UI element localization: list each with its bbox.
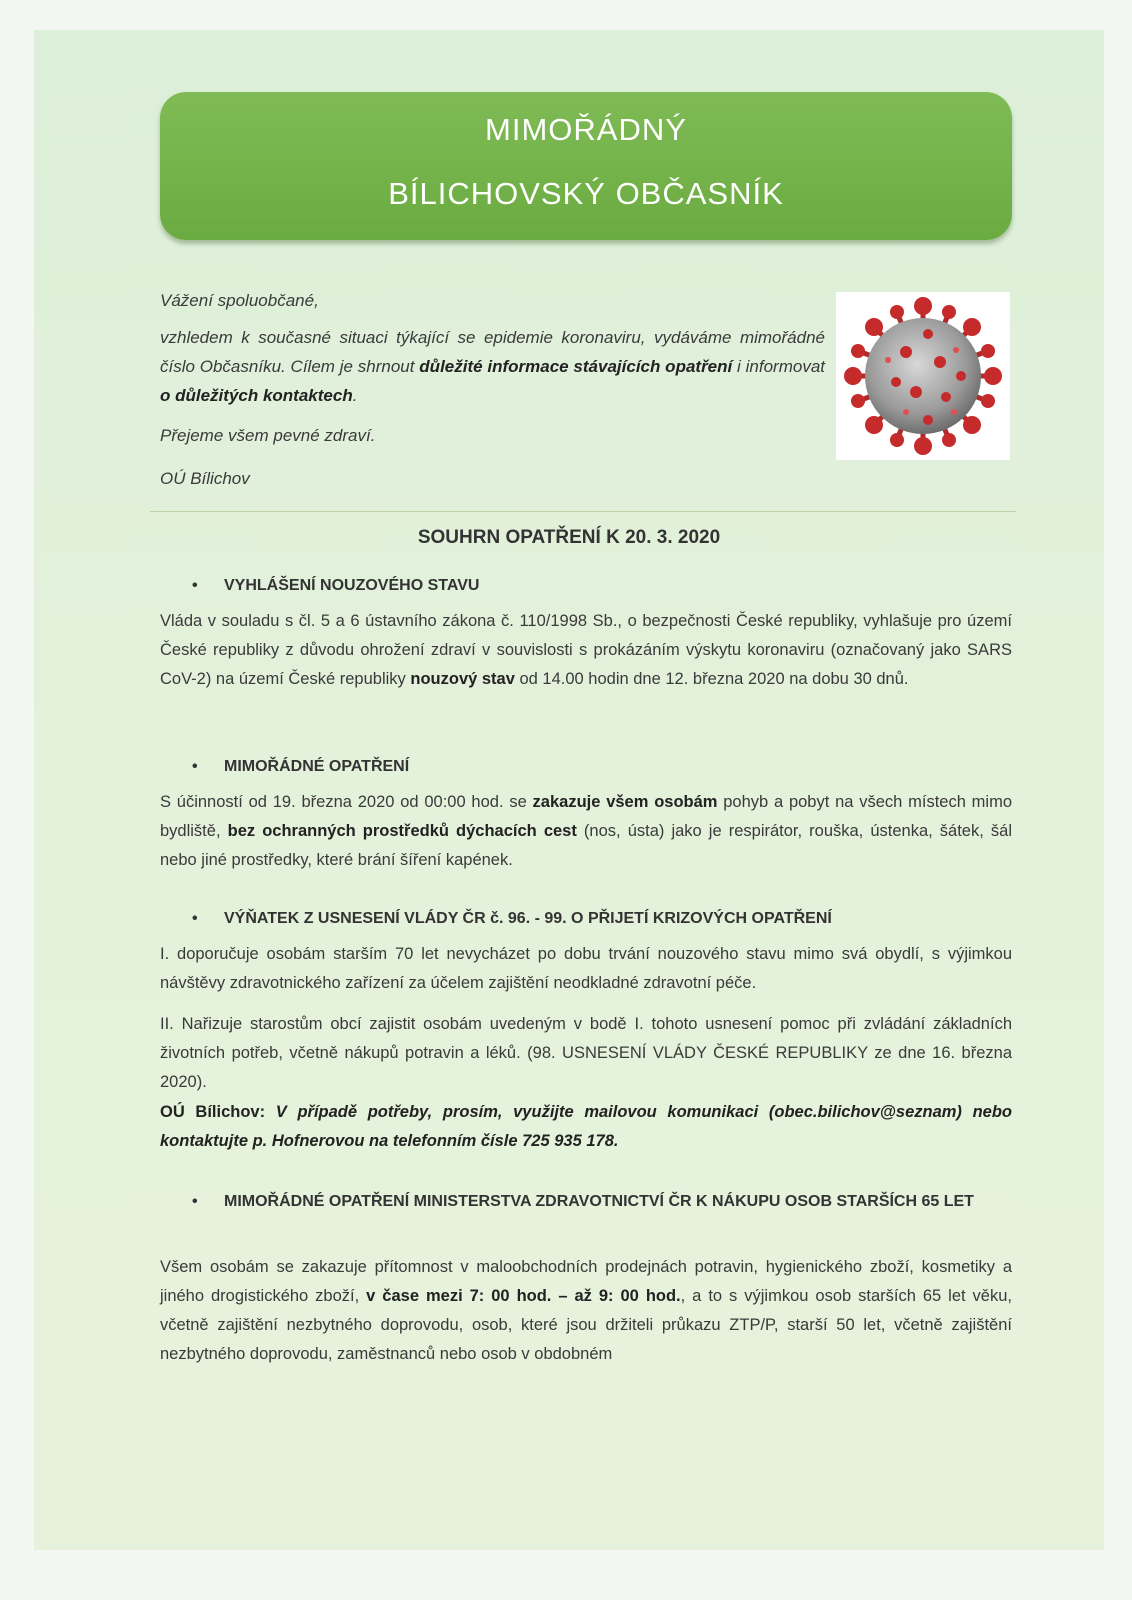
banner-title-line2: BÍLICHOVSKÝ OBČASNÍK	[388, 176, 784, 211]
section-title-extraordinary: • MIMOŘÁDNÉ OPATŘENÍ	[192, 758, 410, 775]
resolution-point-2: II. Nařizuje starostům obcí zajistit osobám uvedeným v bodě I. tohoto usnesení pomoc při zvládání základních životních potřeb, včetně nákupů potravin a léků. (98. USNESENÍ VLÁDY ČESKÉ REPUBLIKY ze dne 16. března 2020).	[160, 1015, 1012, 1091]
coronavirus-icon	[836, 292, 1010, 460]
greeting: Vážení spoluobčané,	[160, 291, 319, 310]
newsletter-page	[34, 30, 1104, 1550]
wish-text: Přejeme všem pevné zdraví.	[160, 426, 376, 445]
section-title-government-resolution: • VÝŇATEK Z USNESENÍ VLÁDY ČR č. 96. - 99. O PŘIJETÍ KRIZOVÝCH OPATŘENÍ	[192, 910, 832, 927]
section-text-emergency: Vláda v souladu s čl. 5 a 6 ústavního zákona č. 110/1998 Sb., o bezpečnosti České republiky, vyhlašuje pro území České republiky z důvodu ohrožení zdraví v souvislosti s prokázáním výskytu koronaviru (označovaný jako SARS CoV-2) na území České republiky nouzový stav od 14.00 hodin dne 12. března 2020 na dobu 30 dnů.	[160, 612, 1012, 688]
resolution-point-1: I. doporučuje osobám starším 70 let nevycházet po dobu trvání nouzového stavu mimo svá obydlí, s výjimkou návštěvy zdravotnického zařízení za účelem zajištění neodkladné zdravotní péče.	[160, 945, 1012, 992]
contact-paragraph: OÚ Bílichov: V případě potřeby, prosím, využijte mailovou komunikaci (obec.bilichov@seznam) nebo kontaktujte p. Hofnerovou na telefonním čísle 725 935 178.	[160, 1103, 1013, 1150]
signature: OÚ Bílichov	[160, 469, 250, 488]
divider	[150, 511, 1016, 512]
title-banner	[160, 92, 1012, 240]
coronavirus-illustration	[836, 292, 1010, 460]
section-text-extraordinary: S účinností od 19. března 2020 od 00:00 hod. se zakazuje všem osobám pohyb a pobyt na všech místech mimo bydliště, bez ochranných prostředků dýchacích cest (nos, ústa) jako je respirátor, rouška, ústenka, šátek, šál nebo jiné prostředky, které brání šíření kapének.	[160, 793, 1013, 869]
intro-paragraph: vzhledem k současné situaci týkající se epidemie koronaviru, vydáváme mimořádné číslo Občasníku. Cílem je shrnout důležité informace stávajících opatření i informovat o důležitých kontaktech.	[160, 328, 825, 405]
summary-heading: SOUHRN OPATŘENÍ K 20. 3. 2020	[417, 527, 721, 548]
banner-title-line1: MIMOŘÁDNÝ	[485, 112, 687, 147]
section-title-shopping-elderly: • MIMOŘÁDNÉ OPATŘENÍ MINISTERSTVA ZDRAVOTNICTVÍ ČR K NÁKUPU OSOB STARŠÍCH 65 LET	[192, 1193, 974, 1210]
section-title-emergency: • VYHLÁŠENÍ NOUZOVÉHO STAVU	[192, 577, 480, 594]
section-text-shopping-elderly: Všem osobám se zakazuje přítomnost v maloobchodních prodejnách potravin, hygienického zboží, kosmetiky a jiného drogistického zboží, v čase mezi 7: 00 hod. – až 9: 00 hod., a to s výjimkou osob starších 65 let věku, včetně zajištění nezbytného doprovodu, osob, které jsou držiteli průkazu ZTP/P, starší 50 let, včetně zajištění nezbytného doprovodu, zaměstnanců nebo osob v obdobném	[160, 1258, 1012, 1363]
